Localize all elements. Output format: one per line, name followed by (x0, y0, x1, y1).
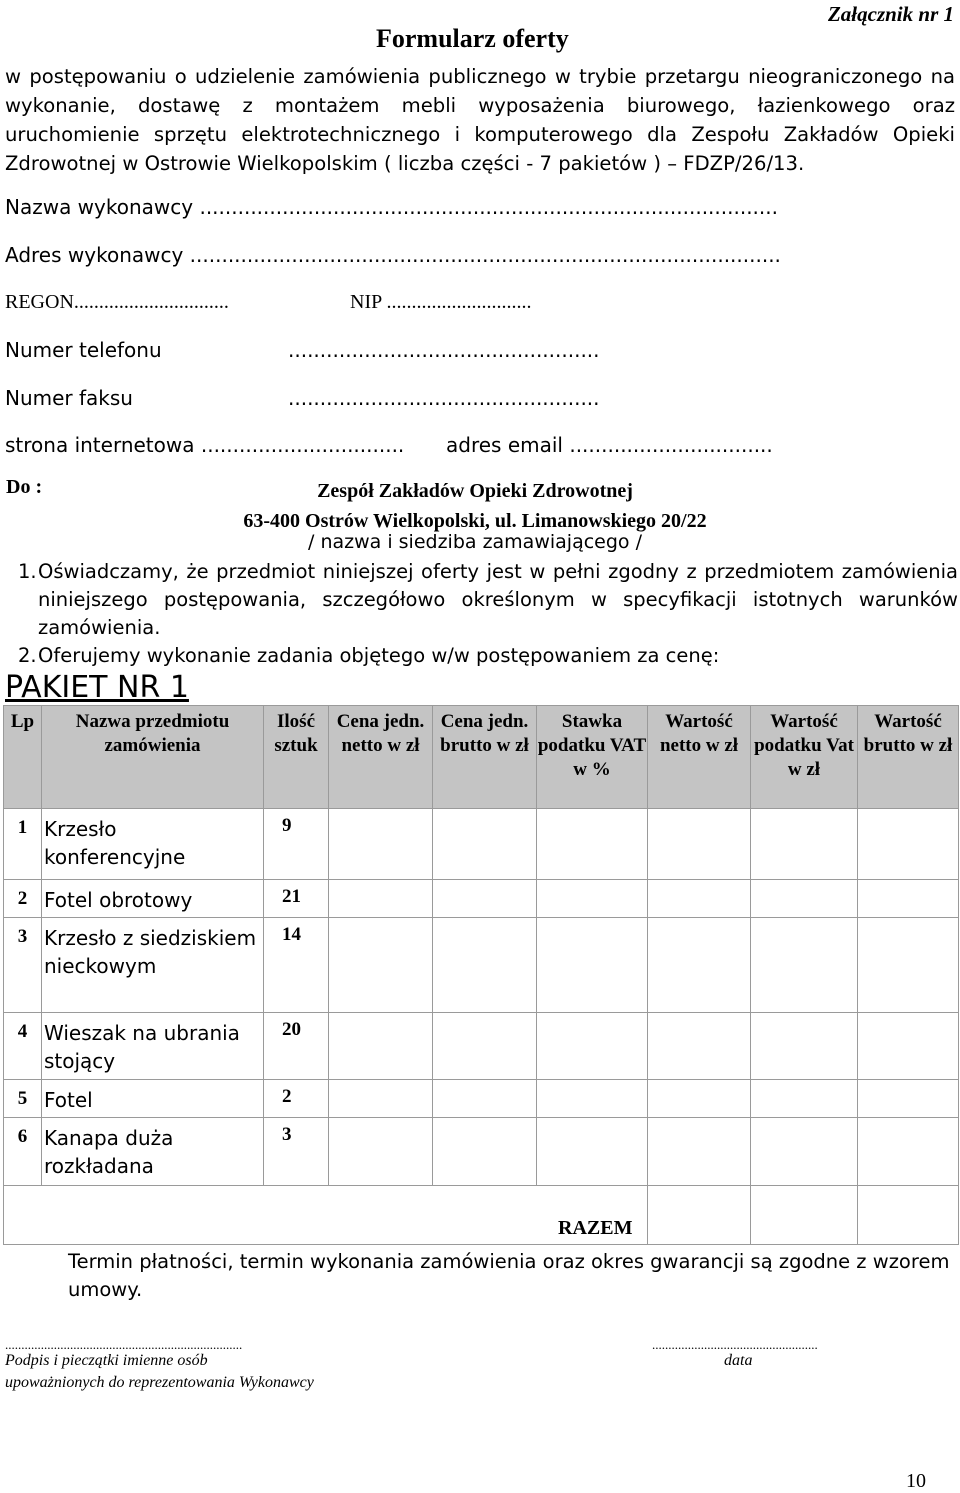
row-value-vat-cell[interactable] (751, 880, 858, 918)
signature-label-2: upoważnionych do reprezentowania Wykonawcy (5, 1374, 314, 1391)
page-number: 10 (906, 1470, 926, 1492)
row-value-gross-cell[interactable] (858, 1080, 959, 1118)
row-unit-gross-cell[interactable] (433, 1013, 537, 1080)
page-title: Formularz oferty (376, 24, 569, 53)
row-value-gross-cell[interactable] (858, 809, 959, 880)
header-unit-net: Cena jedn. netto w zł (329, 706, 433, 809)
row-item-name: Krzesło konferencyjne (42, 809, 264, 880)
header-value-gross: Wartość brutto w zł (858, 706, 959, 809)
row-quantity: 2 (264, 1080, 329, 1118)
fax-label: Numer faksu (5, 386, 133, 410)
row-vat-rate-cell[interactable] (537, 809, 648, 880)
row-quantity: 14 (264, 918, 329, 1013)
row-unit-gross-cell[interactable] (433, 1080, 537, 1118)
total-value-gross-cell[interactable] (858, 1186, 959, 1245)
row-vat-rate-cell[interactable] (537, 880, 648, 918)
nip-field[interactable]: NIP ............................. (350, 291, 532, 313)
row-value-vat-cell[interactable] (751, 1118, 858, 1186)
row-value-gross-cell[interactable] (858, 918, 959, 1013)
total-label: RAZEM (558, 1217, 633, 1239)
header-quantity: Ilość sztuk (264, 706, 329, 809)
row-quantity: 21 (264, 880, 329, 918)
declaration-text: Oferujemy wykonanie zadania objętego w/w postępowaniem za cenę: (38, 644, 720, 667)
table-total-row (4, 1186, 959, 1245)
row-vat-rate-cell[interactable] (537, 1118, 648, 1186)
row-value-vat-cell[interactable] (751, 809, 858, 880)
contractor-address-field[interactable]: Adres wykonawcy ............................................................................................. (5, 243, 781, 267)
row-unit-gross-cell[interactable] (433, 1118, 537, 1186)
table-row (4, 880, 959, 918)
table-row (4, 809, 959, 880)
row-lp: 6 (4, 1118, 42, 1186)
row-item-name: Kanapa duża rozkładana (42, 1118, 264, 1186)
row-lp: 4 (4, 1013, 42, 1080)
row-unit-net-cell[interactable] (329, 918, 433, 1013)
row-value-net-cell[interactable] (648, 918, 751, 1013)
row-lp: 5 (4, 1080, 42, 1118)
header-lp: Lp (4, 706, 42, 809)
row-vat-rate-cell[interactable] (537, 918, 648, 1013)
row-item-name: Krzesło z siedziskiem nieckowym (42, 918, 264, 1013)
row-value-gross-cell[interactable] (858, 1118, 959, 1186)
row-value-net-cell[interactable] (648, 1013, 751, 1080)
row-lp: 1 (4, 809, 42, 880)
row-unit-gross-cell[interactable] (433, 880, 537, 918)
signature-label-1: Podpis i pieczątki imienne osób (5, 1352, 208, 1369)
row-item-name: Fotel obrotowy (42, 880, 264, 918)
table-row (4, 918, 959, 1013)
declaration-number: 1. (18, 560, 37, 583)
row-lp: 3 (4, 918, 42, 1013)
intro-paragraph: w postępowaniu o udzielenie zamówienia publicznego w trybie przetargu nieograniczonego na wykonanie, dostawę z montażem mebli wyposażenia biurowego, łazienkowego oraz uruchomienie sprzętu elektrotechnicznego i komputerowego dla Zespołu Zakładów Opieki Zdrowotnej w Ostrowie Wielkopolskim ( liczba części - 7 pakietów ) – FDZP/26/13. (5, 65, 955, 175)
row-item-name: Wieszak na ubrania stojący (42, 1013, 264, 1080)
declaration-number: 2. (18, 644, 37, 667)
table-row (4, 1118, 959, 1186)
declaration-2 (18, 642, 958, 670)
table-header-row (4, 706, 959, 809)
row-value-net-cell[interactable] (648, 809, 751, 880)
table-row (4, 1013, 959, 1080)
row-value-vat-cell[interactable] (751, 1013, 858, 1080)
row-value-vat-cell[interactable] (751, 918, 858, 1013)
row-unit-net-cell[interactable] (329, 880, 433, 918)
row-vat-rate-cell[interactable] (537, 1080, 648, 1118)
row-value-vat-cell[interactable] (751, 1080, 858, 1118)
declaration-1 (18, 558, 958, 642)
row-item-name: Fotel (42, 1080, 264, 1118)
row-lp: 2 (4, 880, 42, 918)
row-value-gross-cell[interactable] (858, 1013, 959, 1080)
recipient-block (130, 476, 820, 536)
declaration-text: Oświadczamy, że przedmiot niniejszej oferty jest w pełni zgodny z przedmiotem zamówienia niniejszego postępowania, szczegółowo określonym w specyfikacji istotnych warunków zamówienia. (38, 560, 958, 639)
row-quantity: 3 (264, 1118, 329, 1186)
total-row-label-cell (4, 1186, 648, 1245)
row-value-gross-cell[interactable] (858, 880, 959, 918)
phone-label: Numer telefonu (5, 338, 162, 362)
offer-table (3, 705, 959, 1245)
phone-field[interactable]: ................................................. (288, 338, 600, 362)
recipient-label: Do : (6, 476, 43, 498)
row-quantity: 20 (264, 1013, 329, 1080)
table-row (4, 1080, 959, 1118)
recipient-name: Zespół Zakładów Opieki Zdrowotnej (317, 480, 633, 502)
row-unit-gross-cell[interactable] (433, 809, 537, 880)
header-value-net: Wartość netto w zł (648, 706, 751, 809)
recipient-caption: / nazwa i siedziba zamawiającego / (308, 531, 642, 553)
website-field[interactable]: strona internetowa ................................ (5, 433, 405, 457)
annex-label: Załącznik nr 1 (827, 2, 954, 26)
header-vat-rate: Stawka podatku VAT w % (537, 706, 648, 809)
package-title: PAKIET NR 1 (5, 670, 189, 705)
total-value-vat-cell[interactable] (751, 1186, 858, 1245)
recipient-address: 63-400 Ostrów Wielkopolski, ul. Limanowskiego 20/22 (243, 510, 707, 532)
header-value-vat: Wartość podatku Vat w zł (751, 706, 858, 809)
row-unit-net-cell[interactable] (329, 1013, 433, 1080)
row-unit-net-cell[interactable] (329, 1118, 433, 1186)
row-unit-gross-cell[interactable] (433, 918, 537, 1013)
contractor-name-field[interactable]: Nazwa wykonawcy ........................................................................................... (5, 195, 778, 219)
regon-field[interactable]: REGON............................... (5, 291, 229, 313)
total-value-net-cell[interactable] (648, 1186, 751, 1245)
row-value-net-cell[interactable] (648, 1118, 751, 1186)
date-label: data (724, 1352, 753, 1369)
terms-paragraph: Termin płatności, termin wykonania zamówienia oraz okres gwarancji są zgodne z wzorem umowy. (68, 1250, 950, 1301)
row-value-net-cell[interactable] (648, 1080, 751, 1118)
signature-dots[interactable]: ......................................................................... (5, 1337, 243, 1352)
date-dots[interactable]: ................................................... (652, 1337, 818, 1352)
row-quantity: 9 (264, 809, 329, 880)
row-unit-net-cell[interactable] (329, 1080, 433, 1118)
header-item-name: Nazwa przedmiotu zamówienia (42, 706, 264, 809)
row-vat-rate-cell[interactable] (537, 1013, 648, 1080)
header-unit-gross: Cena jedn. brutto w zł (433, 706, 537, 809)
email-field[interactable]: adres email ................................ (446, 433, 773, 457)
fax-field[interactable]: ................................................. (288, 386, 600, 410)
row-unit-net-cell[interactable] (329, 809, 433, 880)
row-value-net-cell[interactable] (648, 880, 751, 918)
